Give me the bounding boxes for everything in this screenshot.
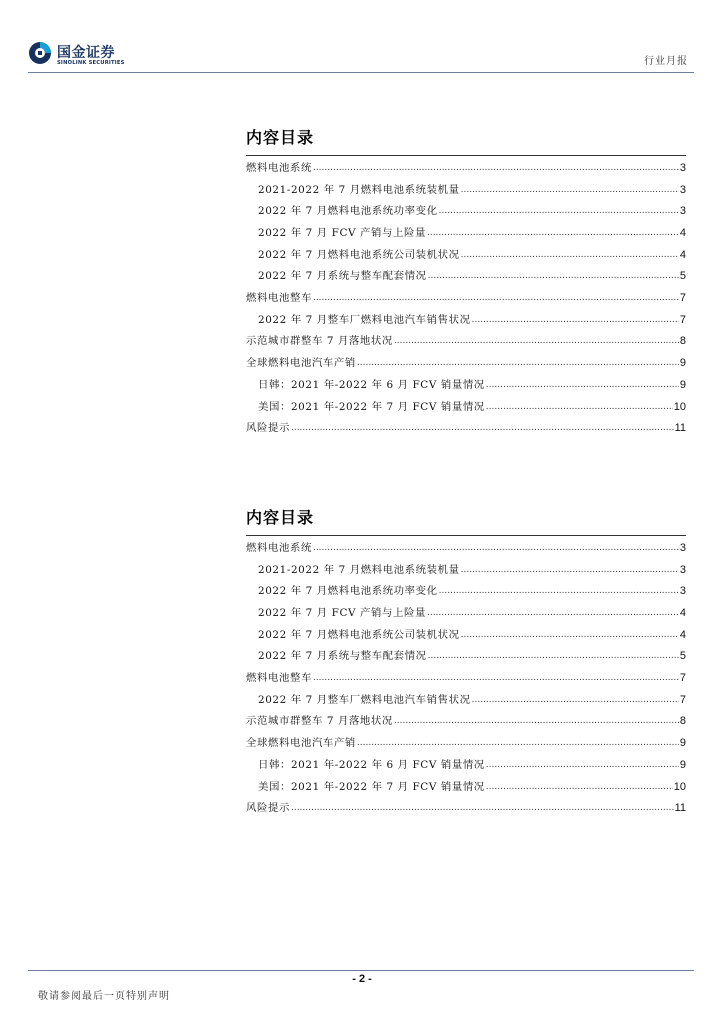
- toc-entry-page: 7: [679, 672, 686, 685]
- toc-entry[interactable]: [246, 625, 686, 647]
- toc-entry-label: 全球燃料电池汽车产销: [246, 357, 356, 370]
- toc-list: [246, 538, 686, 820]
- toc-entry[interactable]: [246, 180, 686, 202]
- toc-leader-dots: [428, 646, 679, 668]
- toc-entry-page: 10: [673, 780, 686, 793]
- toc-leader-dots: [313, 668, 679, 690]
- toc-entry[interactable]: [246, 288, 686, 310]
- toc-entry-page: 4: [679, 607, 686, 620]
- toc-entry[interactable]: [246, 266, 686, 288]
- toc-leader-dots: [439, 581, 679, 603]
- table-of-contents: [246, 124, 686, 440]
- toc-entry-page: 9: [679, 737, 686, 750]
- toc-entry-page: 11: [674, 802, 686, 815]
- page-number: - 2 -: [352, 973, 372, 985]
- toc-leader-dots: [486, 375, 679, 397]
- toc-leader-dots: [357, 733, 679, 755]
- toc-entry[interactable]: [246, 310, 686, 332]
- toc-entry-label: 风险提示: [246, 422, 290, 435]
- toc-entry[interactable]: [246, 560, 686, 582]
- toc-entry-label: 2022 年 7 月燃料电池系统公司装机状况: [258, 628, 460, 641]
- toc-leader-dots: [313, 288, 679, 310]
- toc-entry-label: 日韩：2021 年-2022 年 6 月 FCV 销量情况: [258, 758, 485, 771]
- toc-entry[interactable]: [246, 690, 686, 712]
- toc-leader-dots: [428, 266, 679, 288]
- toc-entry[interactable]: [246, 538, 686, 560]
- toc-entry-page: 5: [679, 650, 686, 663]
- toc-entry-page: 4: [679, 248, 686, 261]
- toc-leader-dots: [427, 223, 679, 245]
- toc-entry-label: 2022 年 7 月整车厂燃料电池汽车销售状况: [258, 313, 471, 326]
- toc-entry-page: 3: [679, 563, 686, 576]
- toc-entry[interactable]: [246, 332, 686, 354]
- table-of-contents-duplicate: [246, 504, 686, 820]
- toc-entry-page: 11: [674, 422, 686, 435]
- toc-entry-label: 2021-2022 年 7 月燃料电池系统装机量: [258, 563, 460, 576]
- toc-entry[interactable]: [246, 646, 686, 668]
- toc-entry-page: 5: [679, 270, 686, 283]
- toc-entry-page: 8: [679, 715, 686, 728]
- logo-english-name: SINOLINK SECURITIES: [57, 60, 125, 66]
- toc-entry-label: 风险提示: [246, 802, 290, 815]
- header-divider: [28, 72, 694, 73]
- toc-entry[interactable]: [246, 603, 686, 625]
- toc-title: 内容目录: [246, 508, 315, 527]
- toc-leader-dots: [394, 711, 679, 733]
- toc-leader-dots: [439, 201, 679, 223]
- company-logo: [28, 41, 148, 71]
- toc-entry-page: 10: [673, 400, 686, 413]
- toc-entry-label: 日韩：2021 年-2022 年 6 月 FCV 销量情况: [258, 378, 485, 391]
- toc-leader-dots: [291, 418, 674, 440]
- toc-entry-label: 美国：2021 年-2022 年 7 月 FCV 销量情况: [258, 780, 485, 793]
- toc-entry-page: 7: [679, 313, 686, 326]
- toc-entry-page: 9: [679, 357, 686, 370]
- toc-entry-label: 燃料电池整车: [246, 672, 312, 685]
- toc-entry[interactable]: [246, 245, 686, 267]
- toc-entry-page: 7: [679, 292, 686, 305]
- toc-leader-dots: [486, 755, 679, 777]
- toc-divider: [246, 535, 686, 536]
- toc-leader-dots: [427, 603, 679, 625]
- toc-entry-label: 2022 年 7 月系统与整车配套情况: [258, 650, 427, 663]
- toc-leader-dots: [357, 353, 679, 375]
- toc-entry-label: 示范城市群整车 7 月落地状况: [246, 715, 393, 728]
- toc-entry-page: 3: [679, 205, 686, 218]
- toc-leader-dots: [394, 331, 679, 353]
- page-header: [28, 38, 694, 72]
- toc-entry-label: 燃料电池系统: [246, 161, 312, 174]
- toc-entry-page: 4: [679, 628, 686, 641]
- toc-entry[interactable]: [246, 668, 686, 690]
- toc-title: 内容目录: [246, 128, 315, 147]
- toc-entry[interactable]: [246, 418, 686, 440]
- toc-entry-page: 7: [679, 693, 686, 706]
- footer-disclaimer: 敬请参阅最后一页特别声明: [38, 991, 170, 1002]
- toc-leader-dots: [486, 777, 673, 799]
- toc-entry[interactable]: [246, 798, 686, 820]
- toc-entry-page: 4: [679, 227, 686, 240]
- toc-entry-label: 全球燃料电池汽车产销: [246, 737, 356, 750]
- toc-entry-label: 燃料电池整车: [246, 292, 312, 305]
- toc-leader-dots: [472, 310, 679, 332]
- toc-leader-dots: [313, 158, 679, 180]
- toc-entry[interactable]: [246, 581, 686, 603]
- toc-entry-label: 2021-2022 年 7 月燃料电池系统装机量: [258, 183, 460, 196]
- toc-entry[interactable]: [246, 158, 686, 180]
- toc-entry[interactable]: [246, 733, 686, 755]
- toc-entry-label: 2022 年 7 月燃料电池系统功率变化: [258, 205, 438, 218]
- toc-entry[interactable]: [246, 353, 686, 375]
- toc-leader-dots: [472, 690, 679, 712]
- toc-list: [246, 158, 686, 440]
- toc-entry[interactable]: [246, 755, 686, 777]
- toc-entry[interactable]: [246, 201, 686, 223]
- report-type: 行业月报: [644, 56, 688, 67]
- toc-entry-page: 9: [679, 378, 686, 391]
- toc-entry-page: 3: [679, 183, 686, 196]
- toc-entry[interactable]: [246, 777, 686, 799]
- toc-leader-dots: [461, 560, 679, 582]
- toc-leader-dots: [291, 798, 674, 820]
- toc-entry-page: 3: [679, 585, 686, 598]
- toc-entry-page: 9: [679, 758, 686, 771]
- toc-entry-label: 示范城市群整车 7 月落地状况: [246, 335, 393, 348]
- toc-entry-label: 2022 年 7 月 FCV 产销与上险量: [258, 607, 426, 620]
- logo-chinese-name: 国金证券: [57, 45, 115, 61]
- toc-entry-label: 2022 年 7 月整车厂燃料电池汽车销售状况: [258, 693, 471, 706]
- toc-entry-page: 3: [679, 161, 686, 174]
- toc-entry[interactable]: [246, 712, 686, 734]
- toc-entry-label: 2022 年 7 月系统与整车配套情况: [258, 270, 427, 283]
- toc-leader-dots: [461, 245, 679, 267]
- toc-entry-label: 美国：2021 年-2022 年 7 月 FCV 销量情况: [258, 400, 485, 413]
- toc-entry-page: 3: [679, 541, 686, 554]
- footer-divider: [28, 970, 694, 971]
- toc-leader-dots: [313, 538, 679, 560]
- toc-entry-label: 2022 年 7 月 FCV 产销与上险量: [258, 227, 426, 240]
- toc-entry[interactable]: [246, 375, 686, 397]
- sinolink-logo-icon: [28, 41, 52, 65]
- toc-entry-label: 燃料电池系统: [246, 541, 312, 554]
- toc-leader-dots: [461, 625, 679, 647]
- toc-divider: [246, 155, 686, 156]
- toc-entry-label: 2022 年 7 月燃料电池系统功率变化: [258, 585, 438, 598]
- toc-leader-dots: [461, 180, 679, 202]
- toc-leader-dots: [486, 397, 673, 419]
- toc-entry[interactable]: [246, 223, 686, 245]
- toc-entry-label: 2022 年 7 月燃料电池系统公司装机状况: [258, 248, 460, 261]
- toc-entry-page: 8: [679, 335, 686, 348]
- toc-entry[interactable]: [246, 397, 686, 419]
